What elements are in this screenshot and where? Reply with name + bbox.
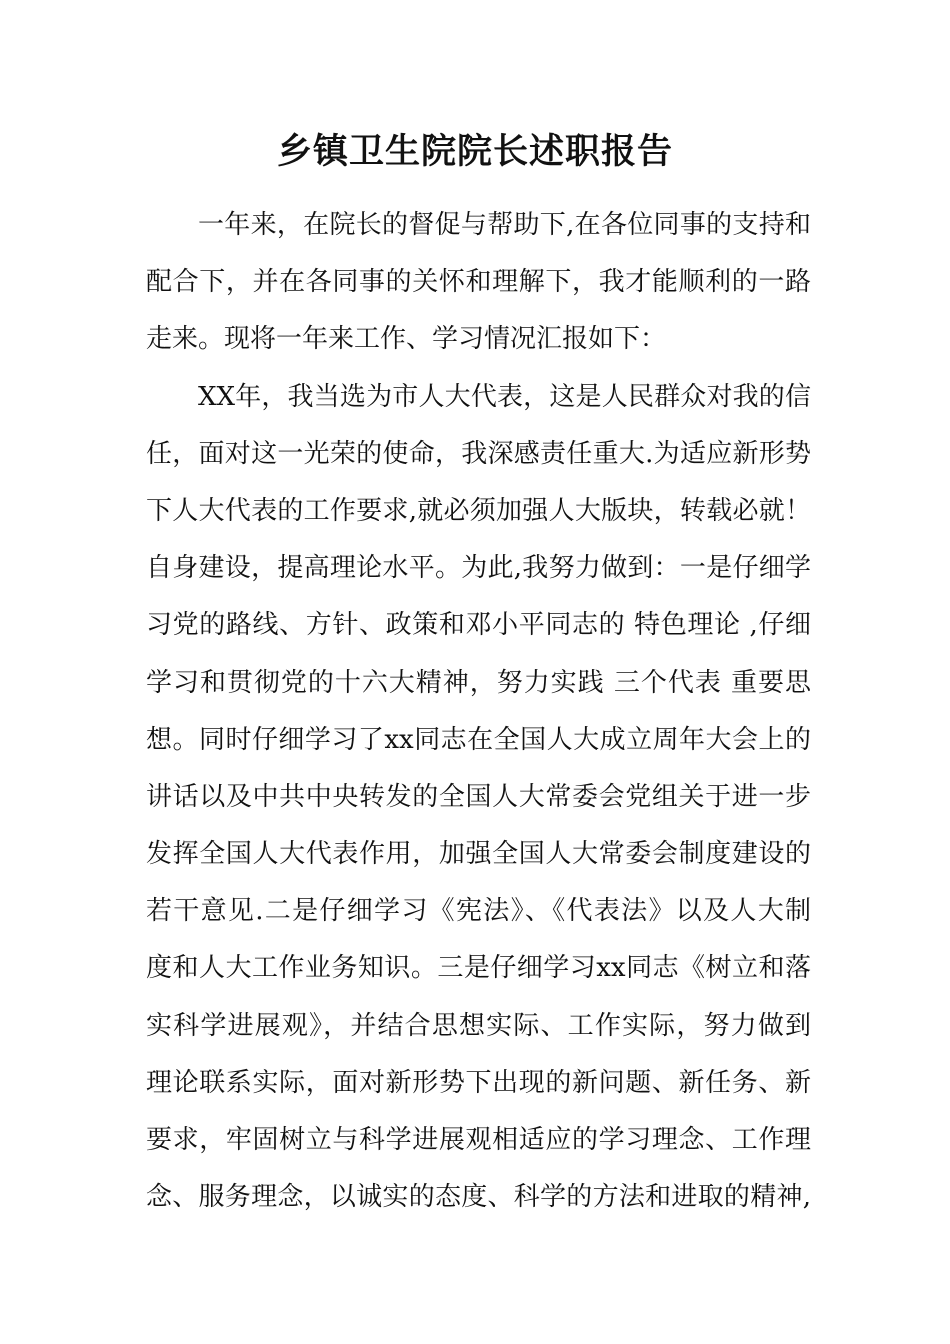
paragraph-2-line-3: 下人大代表的工作要求,就必须加强人大版块，转载必就！ — [146, 495, 811, 526]
paragraph-1-line-1: 一年来，在院长的督促与帮助下,在各位同事的支持和 — [198, 210, 811, 240]
document-body — [146, 197, 811, 1226]
paragraph-2-line-15: 念、服务理念，以诚实的态度、科学的方法和进取的精神, — [146, 1182, 811, 1213]
paragraph-2-line-5: 习党的路线、方针、政策和邓小平同志的 特色理论 ,仔细 — [146, 610, 811, 641]
paragraph-2-line-14: 要求，牢固树立与科学进展观相适应的学习理念、工作理 — [146, 1125, 811, 1155]
paragraph-2-line-7: 想。同时仔细学习了xx同志在全国人大成立周年大会上的 — [146, 724, 811, 755]
paragraph-2-line-10: 若干意见.二是仔细学习《宪法》、《代表法》以及人大制 — [146, 896, 811, 927]
paragraph-1-line-3: 走来。现将一年来工作、学习情况汇报如下： — [146, 324, 667, 355]
document-title: 乡镇卫生院院长述职报告 — [276, 131, 673, 172]
paragraph-2-line-12: 实科学进展观》，并结合思想实际、工作实际，努力做到 — [146, 1010, 811, 1041]
paragraph-1-line-2: 配合下，并在各同事的关怀和理解下，我才能顺利的一路 — [146, 267, 811, 298]
paragraph-2-line-6: 学习和贯彻党的十六大精神，努力实践 三个代表 重要思 — [146, 667, 811, 698]
paragraph-2-line-4: 自身建设，提高理论水平。为此,我努力做到：一是仔细学 — [146, 553, 811, 584]
paragraph-2-line-1: XX年，我当选为市人大代表，这是人民群众对我的信 — [198, 381, 811, 412]
paragraph-2-line-13: 理论联系实际，面对新形势下出现的新问题、新任务、新 — [146, 1067, 811, 1098]
paragraph-2-line-2: 任，面对这一光荣的使命，我深感责任重大.为适应新形势 — [146, 438, 811, 469]
paragraph-2-line-8: 讲话以及中共中央转发的全国人大常委会党组关于进一步 — [146, 781, 811, 812]
paragraph-2-line-9: 发挥全国人大代表作用，加强全国人大常委会制度建设的 — [146, 839, 811, 870]
paragraph-2-line-11: 度和人大工作业务知识。三是仔细学习xx同志《树立和落 — [146, 953, 811, 984]
